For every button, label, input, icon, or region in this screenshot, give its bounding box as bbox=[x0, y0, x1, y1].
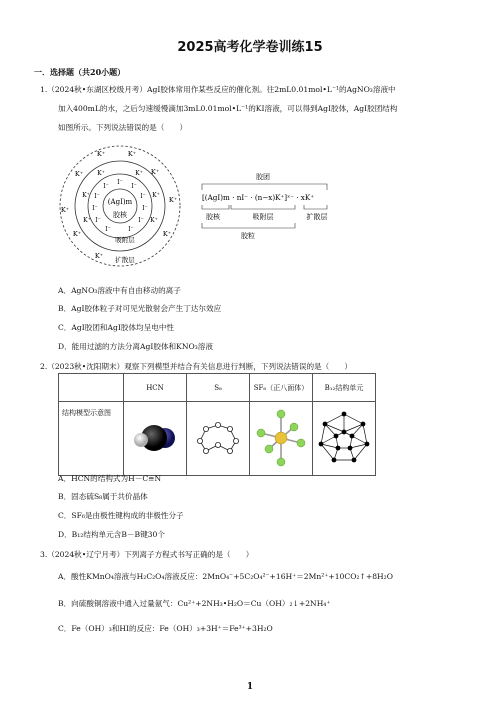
sf6-model-image bbox=[253, 407, 309, 469]
q2-option-d: D．B₁₂结构单元含B－B键30个 bbox=[58, 530, 165, 539]
q2-stem: 2.（2023秋•沈阳期末）观察下列模型并结合有关信息进行判断，下列说法错误的是（ ） bbox=[40, 362, 353, 371]
hcn-model-image bbox=[127, 413, 183, 463]
k-ion: K⁺ bbox=[150, 168, 160, 176]
diffuse-layer-circle bbox=[60, 146, 180, 266]
agi-micelle-figure bbox=[55, 142, 385, 272]
sf6-model-cell bbox=[250, 402, 313, 476]
table-header-cell: SF₆（正八面体） bbox=[250, 374, 313, 402]
k-ion: K⁺ bbox=[150, 217, 158, 224]
q1-option-b: B．AgI胶体粒子对可见光散射会产生丁达尔效应 bbox=[58, 304, 222, 313]
k-ion: K⁺ bbox=[152, 192, 160, 199]
k-ion: K⁺ bbox=[94, 252, 104, 260]
adsorb-bracket bbox=[231, 205, 295, 209]
k-ion: K⁺ bbox=[74, 170, 84, 178]
b12-model-cell bbox=[313, 402, 376, 476]
k-ion: K⁺ bbox=[162, 230, 172, 238]
b12-model-image bbox=[316, 410, 372, 466]
core-name-label: 胶核 bbox=[113, 211, 127, 219]
i-ion: I⁻ bbox=[94, 193, 100, 200]
k-ion: K⁺ bbox=[168, 196, 178, 204]
table-header-cell: HCN bbox=[124, 374, 187, 402]
q1-option-c: C．AgI胶团和AgI胶体均呈电中性 bbox=[58, 323, 175, 332]
q2-option-c: C．SF₆是由极性键构成的非极性分子 bbox=[58, 511, 184, 520]
i-ion: I⁻ bbox=[103, 183, 109, 190]
i-ion: I⁻ bbox=[140, 193, 146, 200]
formula-micelle-label: 胶团 bbox=[256, 173, 270, 181]
particle-bracket bbox=[202, 223, 295, 228]
micelle-diagram bbox=[60, 146, 180, 266]
q1-stem-line-3: 如图所示。下列说法错误的是（ ） bbox=[58, 123, 188, 132]
k-ion: K⁺ bbox=[96, 150, 106, 158]
hcn-model-cell bbox=[124, 402, 187, 476]
table-row-label: 结构模型示意图 bbox=[59, 402, 124, 476]
micelle-bracket bbox=[202, 184, 327, 190]
k-ion: K⁺ bbox=[83, 217, 91, 224]
formula-adsorb-label: 吸附层 bbox=[252, 213, 274, 221]
q1-option-a: A．AgNO₃溶液中有自由移动的离子 bbox=[58, 286, 181, 295]
table-header-cell bbox=[59, 374, 124, 402]
k-ion: K⁺ bbox=[135, 170, 143, 177]
formula-diffuse-label: 扩散层 bbox=[306, 213, 328, 221]
i-ion: I⁻ bbox=[105, 226, 111, 233]
i-ion: I⁻ bbox=[131, 183, 137, 190]
adsorb-layer-label: 吸附层 bbox=[115, 236, 135, 244]
formula-core-label: 胶核 bbox=[206, 213, 220, 221]
q1-stem-line-1: 1.（2024秋•东湖区校级月考）AgI胶体常用作某些反应的催化剂。往2mL0.01mol•L⁻¹的AgNO₃溶液中 bbox=[40, 85, 396, 94]
page-number: 1 bbox=[246, 682, 254, 692]
q3-stem: 3.（2024秋•辽宁月考）下列离子方程式书写正确的是（ ） bbox=[40, 550, 254, 559]
s8-model-image bbox=[190, 413, 246, 463]
diffuse-layer-label: 扩散层 bbox=[115, 256, 135, 264]
core-label: (AgI)m bbox=[107, 198, 133, 206]
i-ion: I⁻ bbox=[138, 217, 144, 224]
core-bracket bbox=[202, 205, 229, 209]
q1-stem-line-2: 加入400mL的水，之后匀速缓慢滴加3mL0.01mol•L⁻¹的KI溶液，可以得到AgI胶体，AgI胶团结构 bbox=[58, 104, 398, 113]
i-ion: I⁻ bbox=[128, 226, 134, 233]
q3-option-c: C．Fe（OH）₃和HI的反应：Fe（OH）₃+3H⁺＝Fe³⁺+3H₂O bbox=[58, 624, 273, 633]
page-title: 2025高考化学卷训练15 bbox=[177, 40, 323, 55]
table-header-cell: B₁₂结构单元 bbox=[313, 374, 376, 402]
q1-option-d: D．能用过滤的方法分离AgI胶体和KNO₃溶液 bbox=[58, 342, 213, 351]
q2-option-b: B．固态硫S₈属于共价晶体 bbox=[58, 492, 148, 501]
i-ion: I⁻ bbox=[117, 179, 123, 186]
k-ion: K⁺ bbox=[127, 150, 137, 158]
table-header-cell: S₈ bbox=[187, 374, 250, 402]
i-ion: I⁻ bbox=[92, 205, 98, 212]
formula-particle-label: 胶粒 bbox=[241, 232, 255, 240]
diffuse-bracket bbox=[304, 205, 327, 209]
k-ion: K⁺ bbox=[97, 170, 105, 177]
micelle-formula bbox=[202, 172, 328, 240]
k-ion: K⁺ bbox=[82, 192, 90, 199]
i-ion: I⁻ bbox=[142, 205, 148, 212]
section-heading: 一．选择题（共20小题） bbox=[34, 67, 126, 77]
k-ion: K⁺ bbox=[60, 206, 70, 214]
q3-option-b: B．向硫酸铜溶液中通入过量氨气：Cu²⁺+2NH₃•H₂O＝Cu（OH）₂↓+2NH₄⁺ bbox=[58, 599, 331, 608]
q3-option-a: A．酸性KMnO₄溶液与H₂C₂O₄溶液反应：2MnO₄⁻+5C₂O₄²⁻+16H⁺＝2Mn²⁺+10CO₂↑+8H₂O bbox=[58, 572, 393, 581]
micelle-formula-text: [(AgI)m · nI⁻ · (n−x)K⁺]ˣ⁻ · xK⁺ bbox=[202, 193, 315, 202]
k-ion: K⁺ bbox=[72, 230, 82, 238]
q2-model-table bbox=[58, 373, 376, 476]
i-ion: I⁻ bbox=[95, 217, 101, 224]
q2-option-a: A．HCN的结构式为H－C≡N bbox=[58, 474, 162, 483]
s8-model-cell bbox=[187, 402, 250, 476]
